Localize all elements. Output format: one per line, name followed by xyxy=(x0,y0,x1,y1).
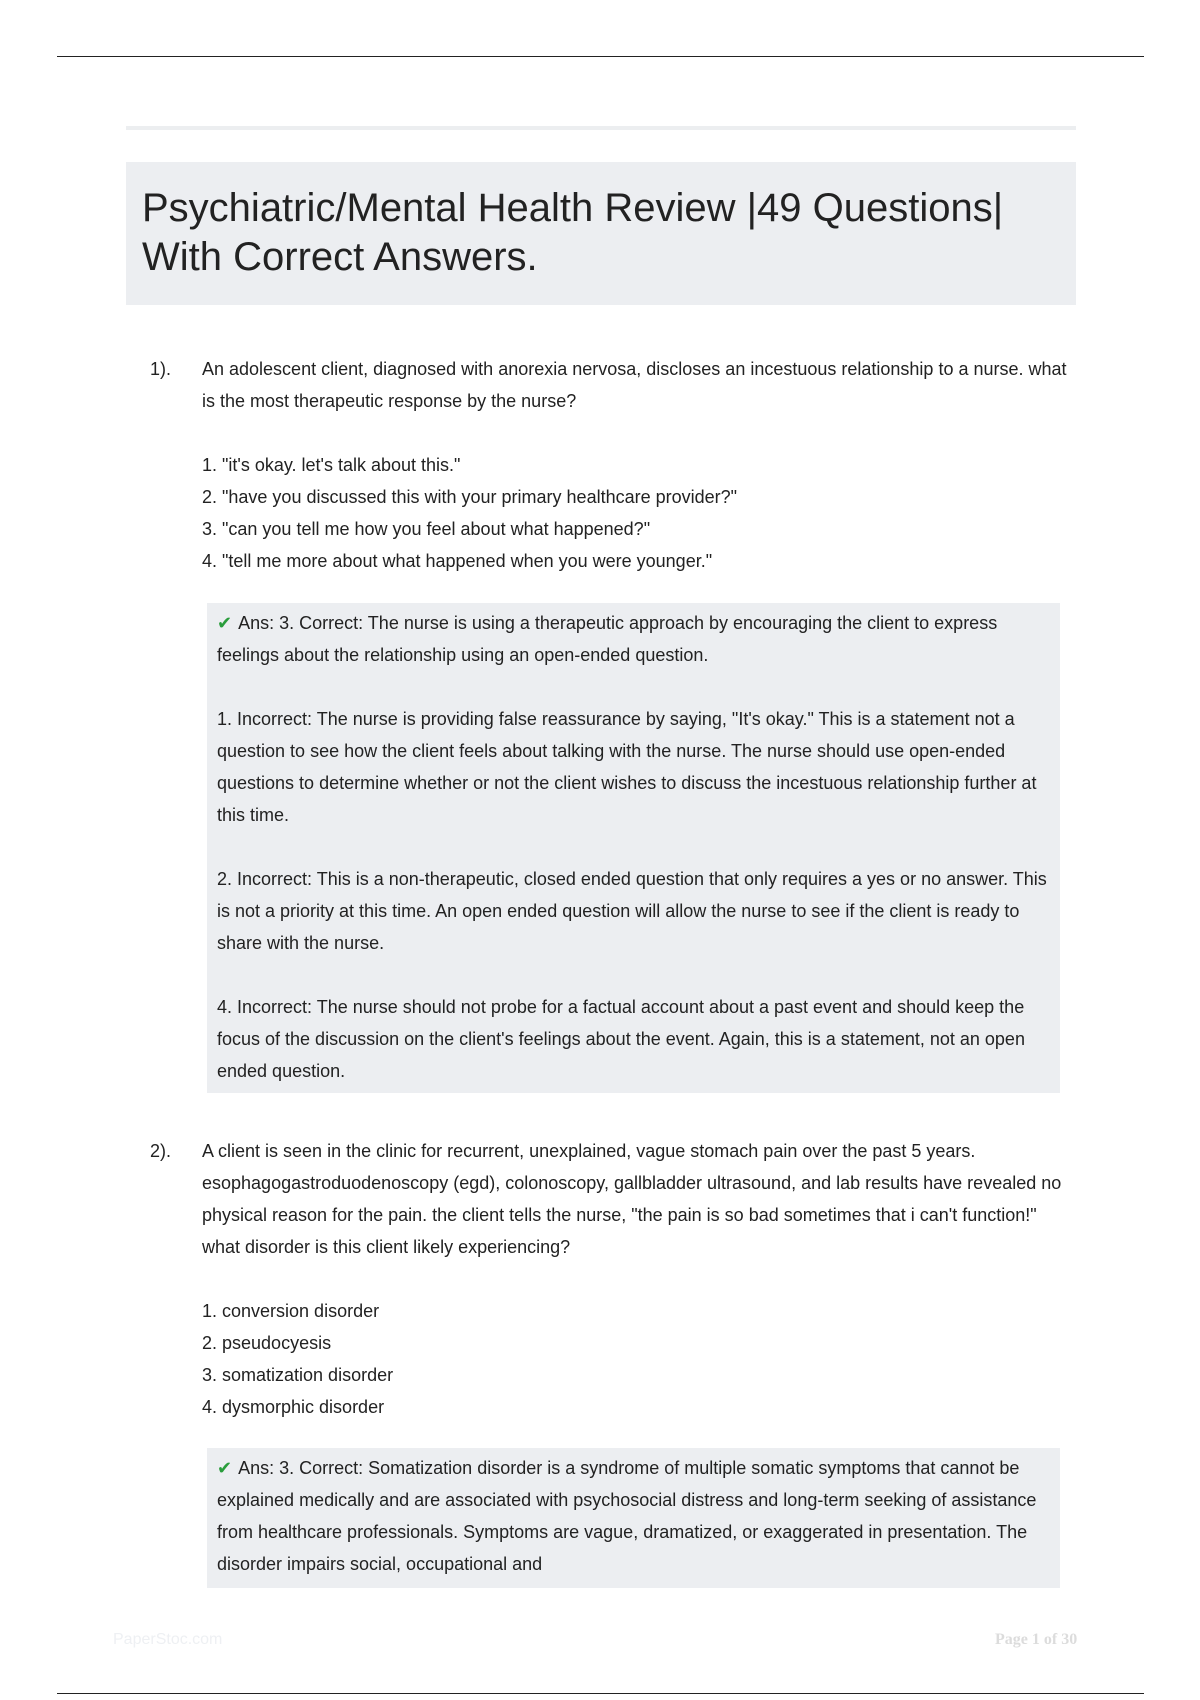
explanation-item: 4. Incorrect: The nurse should not probe for a factual account about a past event and should keep the focus of the discussion on the client's feelings about the event. Again, this is a statement, not an open ended question. xyxy=(217,997,1025,1081)
bottom-rule xyxy=(57,1693,1144,1694)
answer-box xyxy=(207,1448,1060,1588)
check-icon: ✔ xyxy=(217,1458,233,1478)
option-item: 4. "tell me more about what happened when you were younger." xyxy=(202,551,713,571)
document-title: Psychiatric/Mental Health Review |49 Questions| With Correct Answers. xyxy=(142,186,1004,279)
question-text: A client is seen in the clinic for recurrent, unexplained, vague stomach pain over the past 5 years. esophagogastroduodenoscopy (egd), colonoscopy, gallbladder ultrasound, and lab results have revealed no physical reason for the pain. the client tells the nurse, "the pain is so bad sometimes that i can't function!" what disorder is this client likely experiencing? xyxy=(202,1141,1062,1257)
option-item: 4. dysmorphic disorder xyxy=(202,1397,385,1417)
option-list xyxy=(202,1295,1062,1423)
question-number: 1). xyxy=(150,359,172,379)
option-item: 3. somatization disorder xyxy=(202,1365,394,1385)
header-divider xyxy=(126,126,1076,130)
answer-text xyxy=(217,1452,1050,1580)
option-item: 1. "it's okay. let's talk about this." xyxy=(202,455,461,475)
option-item: 2. "have you discussed this with your primary healthcare provider?" xyxy=(202,487,738,507)
page-number: Page 1 of 30 xyxy=(995,1631,1078,1648)
question-text: An adolescent client, diagnosed with anorexia nervosa, discloses an incestuous relationship to a nurse. what is the most therapeutic response by the nurse? xyxy=(202,359,1067,411)
explanation-item: 1. Incorrect: The nurse is providing false reassurance by saying, "It's okay." This is a statement not a question to see how the client feels about talking with the nurse. The nurse should use open-ended questions to determine whether or not the client wishes to discuss the incestuous relationship further at this time. xyxy=(217,709,1037,825)
question-number: 2). xyxy=(150,1141,172,1161)
answer-label: Ans: 3. Correct: Somatization disorder is a syndrome of multiple somatic symptoms that cannot be explained medically and are associated with psychosocial distress and long-term seeking of assistance from healthcare professionals. Symptoms are vague, dramatized, or exaggerated in presentation. The disorder impairs social, occupational and xyxy=(217,1458,1037,1574)
option-item: 2. pseudocyesis xyxy=(202,1333,332,1353)
answer-text xyxy=(217,607,1050,671)
option-list xyxy=(202,449,1062,577)
answer-label: Ans: 3. Correct: The nurse is using a therapeutic approach by encouraging the client to express feelings about the relationship using an open-ended question. xyxy=(217,613,998,665)
footer-brand-watermark: PaperStoc.com xyxy=(113,1631,223,1648)
title-box xyxy=(126,162,1076,305)
top-rule xyxy=(57,56,1144,57)
check-icon: ✔ xyxy=(217,613,233,633)
answer-box xyxy=(207,603,1060,1093)
option-item: 3. "can you tell me how you feel about what happened?" xyxy=(202,519,651,539)
explanation-item: 2. Incorrect: This is a non-therapeutic, closed ended question that only requires a yes or no answer. This is not a priority at this time. An open ended question will allow the nurse to see if the client is ready to share with the nurse. xyxy=(217,869,1047,953)
option-item: 1. conversion disorder xyxy=(202,1301,380,1321)
